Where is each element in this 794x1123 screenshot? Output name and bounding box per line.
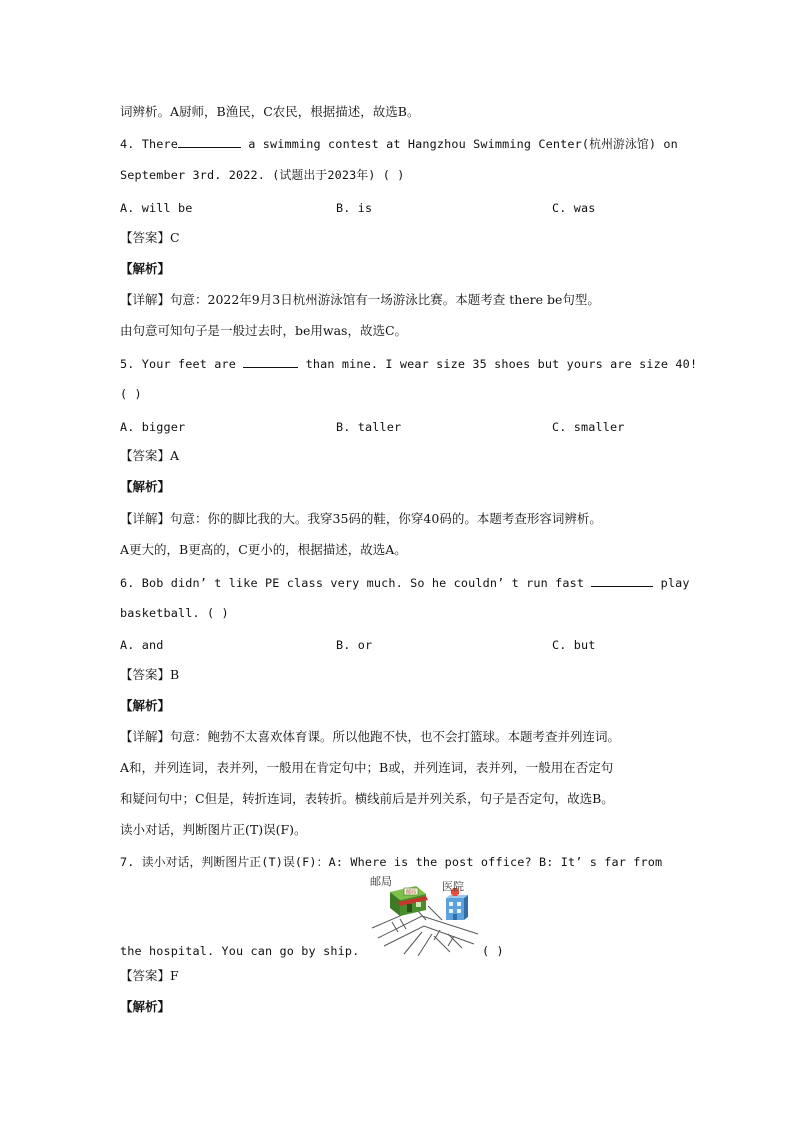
option-a: A. will be xyxy=(120,201,193,215)
question-text: 5. Your feet are xyxy=(120,357,237,371)
question-text: a swimming contest at Hangzhou Swimming Center(杭州游泳馆) on xyxy=(241,137,678,151)
hospital-label: 医院 xyxy=(442,880,464,893)
question-7-line-2: the hospital. You can go by ship. xyxy=(120,944,360,958)
option-b: B. taller xyxy=(336,420,402,434)
explanation-line: 【详解】句意：你的脚比我的大。我穿35码的鞋，你穿40码的。本题考查形容词辨析。 xyxy=(120,511,602,526)
question-5-line-2: ( ) xyxy=(120,387,142,401)
option-c: C. but xyxy=(552,638,596,652)
option-c: C. was xyxy=(552,201,596,215)
option-b: B. is xyxy=(336,201,373,215)
analysis-label: 【解析】 xyxy=(120,999,171,1014)
question-7-line-1: 7. 读小对话，判断图片正(T)误(F)：A: Where is the post office? B: It’ s far from xyxy=(120,855,663,869)
explanation-line: 【详解】句意：鲍勃不太喜欢体育课。所以他跑不快，也不会打篮球。本题考查并列连词。 xyxy=(120,729,621,744)
analysis-label: 【解析】 xyxy=(120,479,171,494)
question-5-line-1 xyxy=(120,356,697,372)
option-c: C. smaller xyxy=(552,420,625,434)
answer-label: 【答案】A xyxy=(120,448,180,463)
option-b: B. or xyxy=(336,638,373,652)
question-6-line-1 xyxy=(120,575,690,591)
answer-blank xyxy=(178,136,241,148)
explanation-line: 由句意可知句子是一般过去时，be用was，故选C。 xyxy=(120,323,408,338)
question-4-line-2: September 3rd. 2022. (试题出于2023年) ( ) xyxy=(120,168,405,182)
explanation-line: A和，并列连词，表并列，一般用在肯定句中；B或，并列连词，表并列，一般用在否定句 xyxy=(120,760,614,775)
post-office-label: 邮局 xyxy=(370,876,392,888)
question-text: 6. Bob didn’ t like PE class very much. So he couldn’ t run fast xyxy=(120,576,585,590)
answer-blank xyxy=(591,575,653,587)
answer-paren: ( ) xyxy=(482,944,504,958)
question-text: 4. There xyxy=(120,137,179,151)
text-line: 词辨析。A厨师，B渔民，C农民，根据描述，故选B。 xyxy=(120,104,420,119)
explanation-line: 【详解】句意：2022年9月3日杭州游泳馆有一场游泳比赛。本题考查 there be句型。 xyxy=(120,292,600,307)
question-4-line-1 xyxy=(120,136,678,152)
section-instruction: 读小对话，判断图片正(T)误(F)。 xyxy=(120,822,307,837)
map-svg xyxy=(370,876,480,958)
option-a: A. and xyxy=(120,638,164,652)
question-text: than mine. I wear size 35 shoes but yours are size 40! xyxy=(298,357,698,371)
post-office-sign: 邮局 xyxy=(405,889,417,896)
explanation-line: 和疑问句中；C但是，转折连词，表转折。横线前后是并列关系，句子是否定句，故选B。 xyxy=(120,791,614,806)
question-6-line-2: basketball. ( ) xyxy=(120,606,229,620)
answer-label: 【答案】F xyxy=(120,968,179,983)
answer-blank xyxy=(243,356,298,368)
map-illustration xyxy=(370,876,480,958)
question-text: play xyxy=(653,576,690,590)
answer-label: 【答案】B xyxy=(120,667,180,682)
answer-label: 【答案】C xyxy=(120,230,180,245)
analysis-label: 【解析】 xyxy=(120,261,171,276)
analysis-label: 【解析】 xyxy=(120,698,171,713)
option-a: A. bigger xyxy=(120,420,186,434)
post-office-icon xyxy=(390,886,428,916)
explanation-line: A更大的，B更高的，C更小的，根据描述，故选A。 xyxy=(120,542,407,557)
